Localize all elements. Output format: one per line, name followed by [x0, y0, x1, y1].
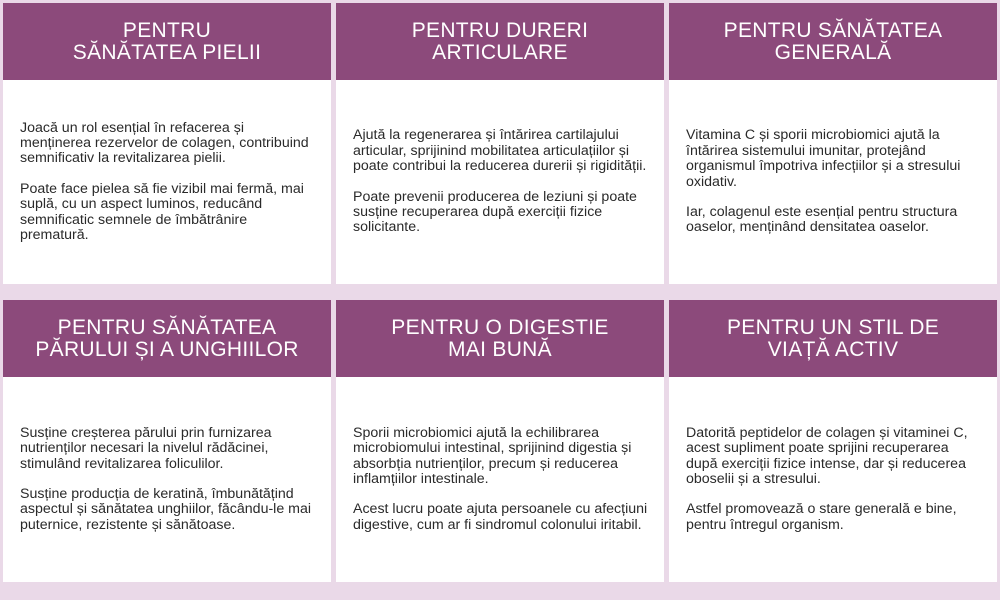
card-header: [3, 3, 331, 80]
card-title-line2: PĂRULUI ȘI A UNGHIILOR: [35, 337, 299, 361]
card-body: [3, 80, 331, 284]
card-header: [3, 300, 331, 377]
card-title-line1: PENTRU: [122, 18, 212, 42]
card-title-line2: MAI BUNĂ: [448, 337, 552, 361]
card-title-line2: GENERALĂ: [774, 40, 892, 64]
card-paragraph: Astfel promovează o stare generală e bine, pentru întregul organism.: [686, 501, 957, 533]
card-paragraph: Iar, colagenul este esențial pentru structura oaselor, menținând densitatea oaselor.: [686, 203, 958, 236]
card-body: [336, 80, 664, 284]
benefit-card-digestion: [336, 300, 664, 582]
card-paragraph: Susține producția de keratină, îmbunătățind aspectul și sănătatea unghiilor, făcându-le mai puternice, rezistente și sănătoase.: [20, 486, 312, 533]
card-paragraph: Poate prevenii producerea de leziuni și poate susține recuperarea după exerciții fizice solicitante.: [353, 188, 637, 236]
card-header: [669, 300, 997, 377]
card-title-line1: PENTRU SĂNĂTATEA: [57, 315, 277, 339]
card-paragraph: Ajută la regenerarea și întărirea cartilajului articular, sprijinind mobilitatea articulațiilor și poate contribui la reducerea durerii și rigidității.: [353, 127, 647, 175]
card-paragraph: Vitamina C și sporii microbiomici ajută la întărirea sistemului imunitar, protejând organismul împotriva infecțiilor și a stresului oxidativ.: [686, 127, 961, 190]
benefit-card-joints: [336, 3, 664, 284]
card-title-line2: VIAȚĂ ACTIV: [767, 337, 899, 361]
card-paragraph: Poate face pielea să fie vizibil mai fermă, mai suplă, cu un aspect luminos, reducând semnificatic semnele de îmbătrânire prematură.: [20, 180, 304, 244]
card-body: [669, 377, 997, 582]
card-title-line1: PENTRU O DIGESTIE: [391, 315, 609, 339]
card-header: [336, 300, 664, 377]
card-title-line1: PENTRU DURERI: [411, 18, 589, 42]
card-header: [669, 3, 997, 80]
card-title-line1: PENTRU UN STIL DE: [726, 315, 939, 339]
card-title-line2: ARTICULARE: [432, 40, 568, 64]
benefit-card-general-health: [669, 3, 997, 284]
card-title-line1: PENTRU SĂNĂTATEA: [723, 18, 943, 42]
card-body: [3, 377, 331, 582]
benefit-card-active-lifestyle: [669, 300, 997, 582]
benefit-card-skin: [3, 3, 331, 284]
card-paragraph: Acest lucru poate ajuta persoanele cu afecțiuni digestive, cum ar fi sindromul colonului iritabil.: [353, 501, 648, 533]
card-paragraph: Joacă un rol esențial în refacerea și menținerea rezervelor de colagen, contribuind semnificativ la revitalizarea pielii.: [20, 119, 309, 167]
card-body: [336, 377, 664, 582]
card-paragraph: Datorită peptidelor de colagen și vitaminei C, acest supliment poate sprijini recuperarea după exerciții fizice intense, dar și reducerea oboselii și a stresului.: [686, 424, 968, 487]
benefit-card-hair-nails: [3, 300, 331, 582]
card-header: [336, 3, 664, 80]
card-paragraph: Sporii microbiomici ajută la echilibrarea microbiomului intestinal, sprijinind digestia și absorbția nutrienților, precum și reducerea inflamțiilor intestinale.: [353, 424, 632, 487]
card-paragraph: Susține creșterea părului prin furnizarea nutrienților necesari la nivelul rădăcinei, stimulând revitalizarea foliculilor.: [20, 424, 272, 472]
card-title-line2: SĂNĂTATEA PIELII: [72, 40, 262, 64]
card-body: [669, 80, 997, 284]
